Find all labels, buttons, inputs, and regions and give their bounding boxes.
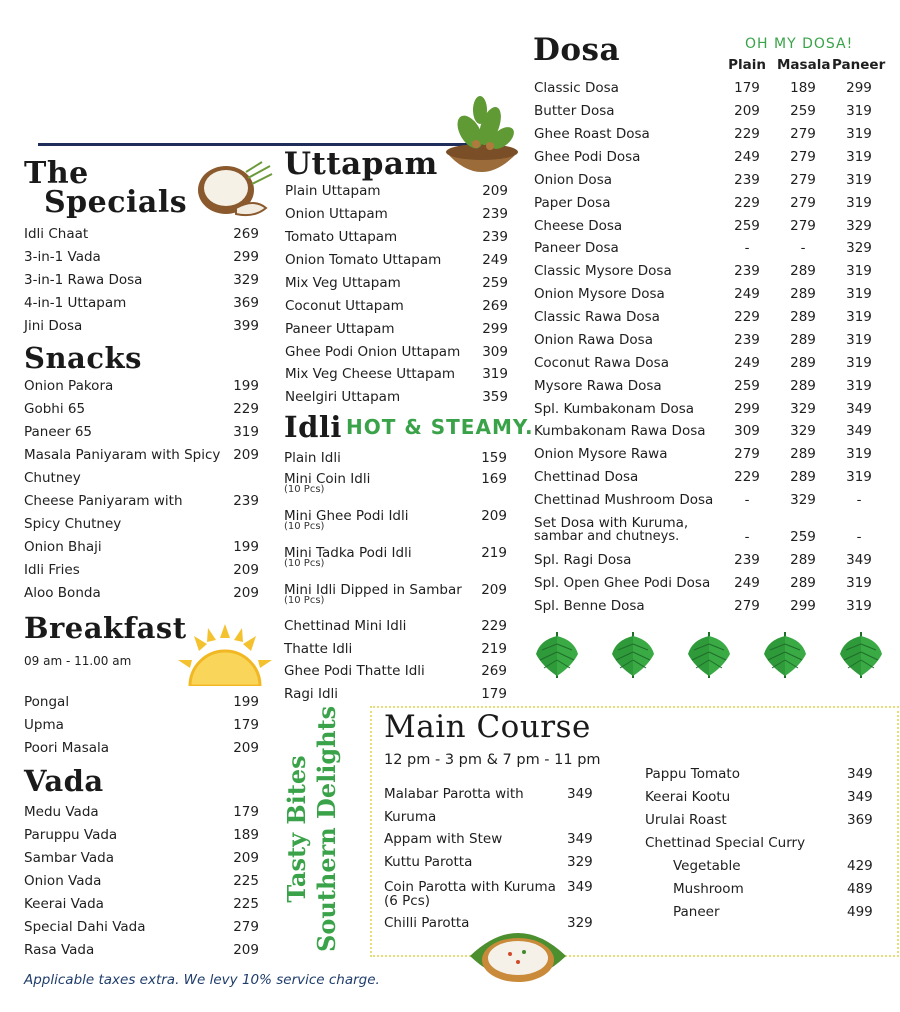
rice-plate-image xyxy=(466,916,570,996)
dosa-price-paneer: 349 xyxy=(846,423,872,439)
menu-item xyxy=(24,740,259,756)
dosa-price-paneer: 319 xyxy=(846,355,872,371)
dosa-price-masala: - xyxy=(800,240,806,256)
dosa-price-plain: 249 xyxy=(734,286,760,302)
menu-item-name: Pongal xyxy=(24,694,70,710)
menu-item-name: Jini Dosa xyxy=(24,318,83,334)
dosa-price-paneer: 299 xyxy=(846,80,872,96)
menu-item-price: 179 xyxy=(233,717,259,733)
menu-item-name: Ghee Podi Onion Uttapam xyxy=(285,344,461,360)
main-item-name: Coin Parotta with Kuruma xyxy=(384,879,556,895)
menu-item xyxy=(24,318,259,334)
menu-item-price: 249 xyxy=(482,252,508,268)
menu-item-name: Neelgiri Uttapam xyxy=(285,389,401,405)
menu-item-name: Mix Veg Cheese Uttapam xyxy=(285,366,455,382)
menu-item xyxy=(24,424,259,440)
menu-item xyxy=(284,450,507,466)
menu-item xyxy=(285,275,508,291)
menu-item-name: Ghee Podi Thatte Idli xyxy=(284,663,425,679)
banana-leaf-icon xyxy=(686,632,732,678)
menu-item-name: Tomato Uttapam xyxy=(285,229,398,245)
dosa-price-plain: - xyxy=(744,529,750,545)
menu-item-price: 269 xyxy=(482,298,508,314)
menu-item-portion: (10 Pcs) xyxy=(284,558,325,569)
menu-item xyxy=(24,562,259,578)
dosa-item-name: Ghee Podi Dosa xyxy=(534,149,641,165)
menu-item-price: 259 xyxy=(482,275,508,291)
dosa-price-paneer: - xyxy=(856,529,862,545)
main-item-name: Keerai Kootu xyxy=(645,789,731,805)
vertical-tagline-line2: Southern Delights xyxy=(312,705,341,952)
dosa-price-masala: 289 xyxy=(790,469,816,485)
menu-item xyxy=(24,539,259,555)
menu-item xyxy=(24,942,259,958)
herb-bowl-image xyxy=(440,92,522,184)
menu-item xyxy=(285,344,508,360)
menu-item-name: Sambar Vada xyxy=(24,850,114,866)
menu-item-name: 3-in-1 Vada xyxy=(24,249,101,265)
dosa-item-name: Spl. Ragi Dosa xyxy=(534,552,632,568)
menu-item-name: Medu Vada xyxy=(24,804,99,820)
menu-item-price: 239 xyxy=(482,206,508,222)
dosa-price-paneer: 319 xyxy=(846,309,872,325)
dosa-column-plain: Plain xyxy=(728,57,766,73)
idli-title: Idli xyxy=(284,410,342,444)
dosa-item-name: Cheese Dosa xyxy=(534,218,623,234)
dosa-item-name: Onion Dosa xyxy=(534,172,613,188)
breakfast-title: Breakfast xyxy=(24,611,187,645)
banana-leaf-icon xyxy=(534,632,580,678)
menu-item-price: 209 xyxy=(233,740,259,756)
main-item-name: Kuttu Parotta xyxy=(384,854,473,870)
menu-item-name: Ragi Idli xyxy=(284,686,339,702)
menu-item-name: Mini Ghee Podi Idli xyxy=(284,508,409,524)
menu-item-price: 269 xyxy=(233,226,259,242)
menu-item xyxy=(24,804,259,820)
menu-item-price: 239 xyxy=(233,493,259,509)
menu-item-price: 229 xyxy=(481,618,507,634)
dosa-price-paneer: 329 xyxy=(846,218,872,234)
dosa-price-masala: 189 xyxy=(790,80,816,96)
dosa-item-name: Classic Mysore Dosa xyxy=(534,263,672,279)
main-item-name: Vegetable xyxy=(673,858,741,874)
dosa-price-plain: 229 xyxy=(734,469,760,485)
menu-item-name: Upma xyxy=(24,717,64,733)
menu-item xyxy=(24,585,259,601)
menu-item-name: Coconut Uttapam xyxy=(285,298,404,314)
menu-item xyxy=(24,226,259,242)
menu-item-name: Paneer 65 xyxy=(24,424,92,440)
dosa-price-plain: 249 xyxy=(734,575,760,591)
dosa-price-masala: 259 xyxy=(790,529,816,545)
menu-item xyxy=(24,827,259,843)
main-item-price: 349 xyxy=(567,831,593,847)
dosa-item-name: Ghee Roast Dosa xyxy=(534,126,650,142)
dosa-price-paneer: 319 xyxy=(846,172,872,188)
menu-item xyxy=(24,447,259,463)
dosa-price-paneer: 319 xyxy=(846,195,872,211)
dosa-price-masala: 329 xyxy=(790,423,816,439)
dosa-item-name: Spl. Kumbakonam Dosa xyxy=(534,401,695,417)
menu-item-name: Thatte Idli xyxy=(284,641,353,657)
menu-item-name: Aloo Bonda xyxy=(24,585,101,601)
dosa-item-name: Coconut Rawa Dosa xyxy=(534,355,669,371)
menu-item-portion: (10 Pcs) xyxy=(284,595,325,606)
dosa-price-plain: 279 xyxy=(734,446,760,462)
dosa-title: Dosa xyxy=(533,32,621,68)
menu-item-portion: (10 Pcs) xyxy=(284,484,325,495)
dosa-price-plain: 179 xyxy=(734,80,760,96)
main-course-hours: 12 pm - 3 pm & 7 pm - 11 pm xyxy=(384,752,601,768)
dosa-price-masala: 289 xyxy=(790,332,816,348)
menu-item-price: 189 xyxy=(233,827,259,843)
menu-item-name: Onion Bhaji xyxy=(24,539,102,555)
menu-item-name: Keerai Vada xyxy=(24,896,104,912)
menu-item-price: 359 xyxy=(482,389,508,405)
dosa-price-plain: 259 xyxy=(734,378,760,394)
menu-item-price: 209 xyxy=(233,447,259,463)
menu-item-price: 209 xyxy=(233,585,259,601)
menu-item-name: 3-in-1 Rawa Dosa xyxy=(24,272,143,288)
main-item-price: 349 xyxy=(847,766,873,782)
banana-leaf-icon xyxy=(762,632,808,678)
main-item-name-cont: (6 Pcs) xyxy=(384,893,431,909)
menu-item-price: 239 xyxy=(482,229,508,245)
dosa-price-masala: 289 xyxy=(790,263,816,279)
menu-item-price: 219 xyxy=(481,641,507,657)
dosa-item-name: Onion Mysore Dosa xyxy=(534,286,665,302)
banana-leaf-icon xyxy=(610,632,656,678)
menu-item-price: 199 xyxy=(233,694,259,710)
main-item-price: 329 xyxy=(567,915,593,931)
menu-item xyxy=(24,919,259,935)
menu-item xyxy=(284,686,507,702)
dosa-price-masala: 289 xyxy=(790,286,816,302)
main-item-price: 349 xyxy=(847,789,873,805)
dosa-price-paneer: 319 xyxy=(846,446,872,462)
dosa-item-name: Paneer Dosa xyxy=(534,240,619,256)
coconut-image xyxy=(196,158,274,220)
menu-item-portion: (10 Pcs) xyxy=(284,521,325,532)
menu-item-name: Masala Paniyaram with Spicy xyxy=(24,447,221,463)
menu-item-name: Idli Chaat xyxy=(24,226,89,242)
dosa-price-plain: 309 xyxy=(734,423,760,439)
dosa-price-paneer: 319 xyxy=(846,103,872,119)
menu-item xyxy=(24,378,259,394)
specials-title-line2: Specials xyxy=(44,185,188,220)
menu-item-name: Gobhi 65 xyxy=(24,401,86,417)
menu-item xyxy=(284,641,507,657)
dosa-item-name: Classic Rawa Dosa xyxy=(534,309,660,325)
main-item-name: Pappu Tomato xyxy=(645,766,740,782)
dosa-price-plain: 249 xyxy=(734,355,760,371)
menu-item-price: 199 xyxy=(233,378,259,394)
dosa-price-plain: 259 xyxy=(734,218,760,234)
dosa-price-plain: 239 xyxy=(734,263,760,279)
dosa-item-name-cont: sambar and chutneys. xyxy=(534,529,680,544)
menu-item xyxy=(24,493,259,509)
main-item-price: 349 xyxy=(567,786,593,802)
main-course-title: Main Course xyxy=(384,709,591,745)
menu-item-name: Mini Idli Dipped in Sambar xyxy=(284,582,462,598)
dosa-price-masala: 289 xyxy=(790,355,816,371)
menu-item xyxy=(24,272,259,288)
main-item-name: Malabar Parotta with xyxy=(384,786,524,802)
main-item-price: 349 xyxy=(567,879,593,895)
dosa-price-paneer: 319 xyxy=(846,469,872,485)
dosa-price-paneer: 319 xyxy=(846,263,872,279)
menu-item-price: 319 xyxy=(233,424,259,440)
menu-item-name: Plain Uttapam xyxy=(285,183,381,199)
vertical-tagline-line1: Tasty Bites xyxy=(282,755,311,903)
dosa-price-plain: 239 xyxy=(734,552,760,568)
dosa-price-plain: 249 xyxy=(734,149,760,165)
menu-item-price: 209 xyxy=(481,582,507,598)
menu-item-price: 209 xyxy=(481,508,507,524)
dosa-price-masala: 289 xyxy=(790,446,816,462)
menu-item-name: Mini Coin Idli xyxy=(284,471,371,487)
menu-item-price: 159 xyxy=(481,450,507,466)
dosa-price-paneer: - xyxy=(856,492,862,508)
dosa-item-name: Paper Dosa xyxy=(534,195,611,211)
dosa-price-masala: 279 xyxy=(790,126,816,142)
dosa-item-name: Set Dosa with Kuruma, xyxy=(534,515,689,531)
menu-item-price: 209 xyxy=(233,850,259,866)
dosa-price-masala: 289 xyxy=(790,378,816,394)
dosa-price-masala: 279 xyxy=(790,172,816,188)
dosa-item-name: Onion Rawa Dosa xyxy=(534,332,653,348)
vada-title: Vada xyxy=(24,764,104,798)
menu-item xyxy=(24,717,259,733)
dosa-tagline: OH MY DOSA! xyxy=(745,36,854,52)
dosa-price-plain: 239 xyxy=(734,172,760,188)
menu-item-price: 309 xyxy=(482,344,508,360)
menu-item-name: Rasa Vada xyxy=(24,942,95,958)
dosa-price-plain: 209 xyxy=(734,103,760,119)
dosa-price-plain: 229 xyxy=(734,309,760,325)
menu-item xyxy=(24,873,259,889)
dosa-column-masala: Masala xyxy=(777,57,831,73)
dosa-price-masala: 279 xyxy=(790,195,816,211)
menu-item-price: 299 xyxy=(482,321,508,337)
dosa-price-paneer: 319 xyxy=(846,149,872,165)
dosa-price-masala: 329 xyxy=(790,492,816,508)
dosa-price-paneer: 319 xyxy=(846,378,872,394)
menu-item-price: 179 xyxy=(233,804,259,820)
main-item-price: 489 xyxy=(847,881,873,897)
dosa-price-paneer: 319 xyxy=(846,126,872,142)
menu-item xyxy=(24,401,259,417)
menu-item-price: 179 xyxy=(481,686,507,702)
menu-item-price: 169 xyxy=(481,471,507,487)
idli-tagline: HOT & STEAMY. xyxy=(346,415,534,439)
menu-item-name: Onion Vada xyxy=(24,873,102,889)
menu-item xyxy=(285,183,508,199)
menu-item xyxy=(24,694,259,710)
dosa-price-paneer: 349 xyxy=(846,401,872,417)
main-item-name: Mushroom xyxy=(673,881,744,897)
menu-item xyxy=(285,298,508,314)
dosa-price-masala: 279 xyxy=(790,218,816,234)
menu-item-price: 225 xyxy=(233,896,259,912)
menu-item-price: 219 xyxy=(481,545,507,561)
dosa-price-plain: 229 xyxy=(734,126,760,142)
menu-item-name: Mini Tadka Podi Idli xyxy=(284,545,412,561)
dosa-item-name: Chettinad Mushroom Dosa xyxy=(534,492,714,508)
menu-item xyxy=(24,896,259,912)
menu-item xyxy=(24,249,259,265)
dosa-price-masala: 279 xyxy=(790,149,816,165)
menu-item-name: Chettinad Mini Idli xyxy=(284,618,407,634)
dosa-price-paneer: 319 xyxy=(846,575,872,591)
menu-item-price: 329 xyxy=(233,272,259,288)
dosa-price-paneer: 349 xyxy=(846,552,872,568)
main-item-price: 329 xyxy=(567,854,593,870)
dosa-item-name: Classic Dosa xyxy=(534,80,619,96)
menu-item xyxy=(285,229,508,245)
menu-item xyxy=(24,850,259,866)
menu-item-price: 269 xyxy=(481,663,507,679)
menu-item-price: 399 xyxy=(233,318,259,334)
menu-item-name: Mix Veg Uttapam xyxy=(285,275,401,291)
dosa-item-name: Spl. Open Ghee Podi Dosa xyxy=(534,575,711,591)
main-item-name-cont: Kuruma xyxy=(384,809,437,825)
main-item-name: Paneer xyxy=(673,904,720,920)
dosa-price-plain: 299 xyxy=(734,401,760,417)
main-item-price: 429 xyxy=(847,858,873,874)
dosa-price-masala: 259 xyxy=(790,103,816,119)
menu-item-name: Onion Uttapam xyxy=(285,206,388,222)
dosa-price-paneer: 319 xyxy=(846,286,872,302)
menu-item xyxy=(284,663,507,679)
menu-item-price: 369 xyxy=(233,295,259,311)
menu-item-name: 4-in-1 Uttapam xyxy=(24,295,127,311)
menu-item-name: Special Dahi Vada xyxy=(24,919,146,935)
dosa-price-plain: - xyxy=(744,492,750,508)
menu-item-name: Cheese Paniyaram with xyxy=(24,493,183,509)
dosa-item-name: Onion Mysore Rawa xyxy=(534,446,668,462)
menu-item-name: Idli Fries xyxy=(24,562,80,578)
menu-item xyxy=(285,321,508,337)
dosa-price-plain: 279 xyxy=(734,598,760,614)
menu-item-price: 279 xyxy=(233,919,259,935)
menu-item xyxy=(24,295,259,311)
menu-item-price: 209 xyxy=(233,942,259,958)
dosa-price-masala: 299 xyxy=(790,598,816,614)
dosa-price-paneer: 329 xyxy=(846,240,872,256)
menu-item-price: 319 xyxy=(482,366,508,382)
main-item-name: Chettinad Special Curry xyxy=(645,835,806,851)
menu-item-price: 225 xyxy=(233,873,259,889)
menu-item-name: Poori Masala xyxy=(24,740,110,756)
menu-item-name-cont: Chutney xyxy=(24,470,81,486)
dosa-column-paneer: Paneer xyxy=(832,57,886,73)
dosa-price-plain: - xyxy=(744,240,750,256)
menu-item-price: 229 xyxy=(233,401,259,417)
snacks-title: Snacks xyxy=(24,341,142,375)
main-item-name: Chilli Parotta xyxy=(384,915,470,931)
menu-item xyxy=(285,366,508,382)
menu-item-name: Onion Tomato Uttapam xyxy=(285,252,442,268)
specials-title-line1: The xyxy=(24,156,89,191)
menu-item-name: Paneer Uttapam xyxy=(285,321,395,337)
menu-item-name-cont: Spicy Chutney xyxy=(24,516,122,532)
dosa-price-masala: 289 xyxy=(790,552,816,568)
breakfast-hours: 09 am - 11.00 am xyxy=(24,654,132,668)
dosa-price-paneer: 319 xyxy=(846,332,872,348)
uttapam-title: Uttapam xyxy=(284,146,438,182)
dosa-price-plain: 239 xyxy=(734,332,760,348)
menu-item xyxy=(284,618,507,634)
menu-item xyxy=(285,389,508,405)
menu-item-name: Plain Idli xyxy=(284,450,341,466)
dosa-price-masala: 329 xyxy=(790,401,816,417)
main-item-name: Appam with Stew xyxy=(384,831,503,847)
menu-item-price: 199 xyxy=(233,539,259,555)
sun-image xyxy=(174,622,276,686)
menu-item-price: 209 xyxy=(482,183,508,199)
menu-item-price: 299 xyxy=(233,249,259,265)
dosa-item-name: Chettinad Dosa xyxy=(534,469,639,485)
menu-item-name: Paruppu Vada xyxy=(24,827,118,843)
dosa-item-name: Spl. Benne Dosa xyxy=(534,598,645,614)
dosa-price-masala: 289 xyxy=(790,309,816,325)
menu-item-name: Onion Pakora xyxy=(24,378,114,394)
main-item-price: 499 xyxy=(847,904,873,920)
dosa-price-masala: 289 xyxy=(790,575,816,591)
footer-note: Applicable taxes extra. We levy 10% service charge. xyxy=(24,972,380,988)
main-item-name: Urulai Roast xyxy=(645,812,727,828)
menu-item xyxy=(285,252,508,268)
dosa-price-plain: 229 xyxy=(734,195,760,211)
main-item-price: 369 xyxy=(847,812,873,828)
dosa-price-paneer: 319 xyxy=(846,598,872,614)
dosa-item-name: Mysore Rawa Dosa xyxy=(534,378,662,394)
banana-leaf-icon xyxy=(838,632,884,678)
menu-item xyxy=(285,206,508,222)
dosa-item-name: Kumbakonam Rawa Dosa xyxy=(534,423,706,439)
menu-item-price: 209 xyxy=(233,562,259,578)
dosa-item-name: Butter Dosa xyxy=(534,103,615,119)
